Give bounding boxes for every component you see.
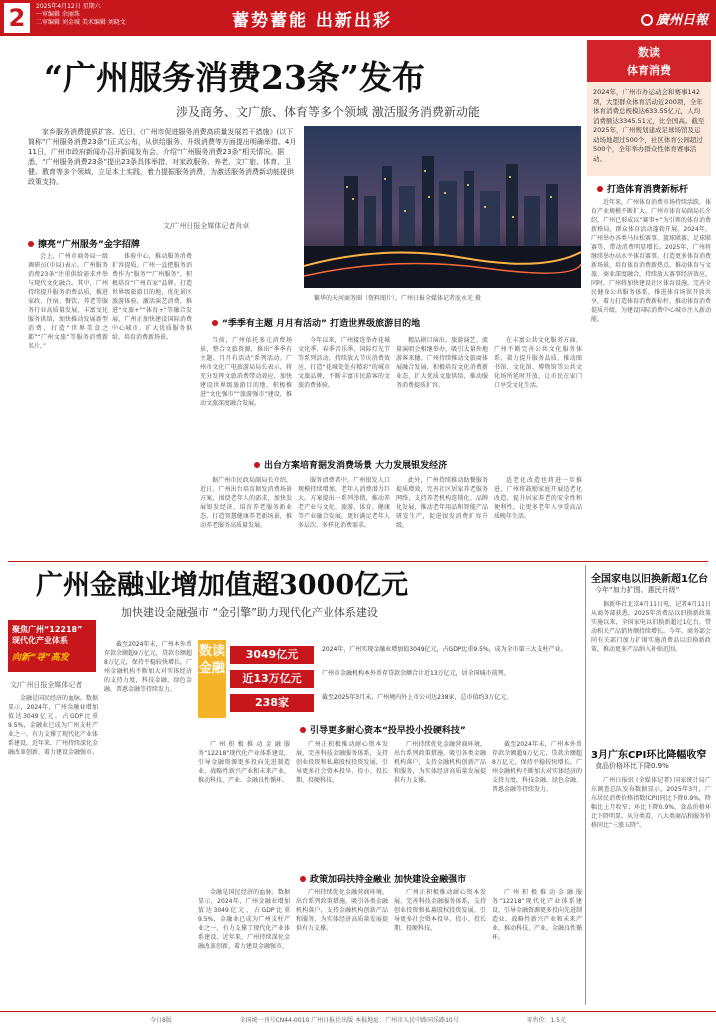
article2-col2 <box>104 640 192 1004</box>
article1b-col1 <box>200 336 292 446</box>
series-tag-line2: 现代化产业体系 <box>12 636 68 645</box>
article2-col4 <box>296 740 388 868</box>
article2-col5 <box>394 740 486 868</box>
series-tag <box>8 620 96 672</box>
article1b-col2 <box>298 336 390 446</box>
right-col1-text <box>591 198 711 558</box>
stat-value: 238家 <box>230 694 314 712</box>
article1-headline: “广州服务消费23条”发布 <box>44 58 425 97</box>
article1b-col7 <box>396 476 488 556</box>
paragraph: 当前，广州依托多元消费场景，整合文旅资源，推出“季季有主题、月月有活动”系列活动。广州市文化广电旅游局局长表示，将充分发挥文旅消费带动效应，加快建设世界级旅游目的地，积极推进“文化强市”“旅游强市”建设，推动文旅深度融合发展。 <box>200 337 292 407</box>
article2-byline: 文/广州日报全媒体记者 <box>10 681 83 689</box>
article1-col1 <box>28 252 108 558</box>
page-number: 2 <box>4 3 30 33</box>
paragraph: 精品剧目演出、旅游演艺、流量演唱会相继举办，吸引大量外地游客来穗。广州持续推动文旅商体展融合发展，积极培育文化消费新业态，扩大优质文旅供给，推动服务消费提质扩容。 <box>396 337 488 389</box>
cityscape-photo <box>304 126 581 288</box>
section-divider <box>8 561 708 562</box>
article2-col3b <box>492 740 582 868</box>
paragraph: 截至2024年末，广州本外币存款余额超9万亿元，贷款余额超8万亿元，保持平稳较快增长。广州金融机构不断加大对实体经济的支持力度，科技金融、绿色金融、普惠金融等持续发力。 <box>492 741 582 793</box>
article2-col6 <box>198 888 290 1004</box>
paragraph: 广州正积极推动耐心资本发展，完善科技金融服务体系，支持创业投资和私募股权投资发展，引导更多社会资本投早、投小、投长期、投硬科技。 <box>296 741 388 784</box>
stats-label: 数读金融 <box>198 640 226 718</box>
paragraph: 广州持续优化金融营商环境，出台系列政策措施，吸引各类金融机构落户，支持金融机构创新产品和服务，为实体经济高质量发展提供有力支撑。 <box>394 741 486 784</box>
paragraph: 服务清费者中，广州银发人口规模持续增加，老年人消费潜力巨大。方案提出一系列举措，推动养老产业与文化、旅游、体育、健康等产业融合发展，更好满足老年人多层次、多样化消费需求。 <box>298 477 390 529</box>
footer-right: 零售价：1.5元 <box>526 1017 566 1024</box>
paragraph: 广州持续优化金融营商环境，出台系列政策措施，吸引各类金融机构落户，支持金融机构创新产品和服务，为实体经济高质量发展提供有力支撑。 <box>296 889 388 932</box>
article1-subheadline: 涉及商务、文广旅、体育等多个领域 激活服务消费新动能 <box>176 105 480 119</box>
article1b-col4 <box>494 336 582 446</box>
article1-byline: 文/广州日报全媒体记者肖卓 <box>163 222 250 230</box>
page-footer <box>0 1011 716 1024</box>
paragraph: 近年来，广州体育消费市场持续活跃，体育产业规模不断扩大。广州市体育局副局长介绍，广州已形成以“赛事+”为引领的体育消费新格局，群众体育活动蓬勃开展。2024年，广州举办各类马拉松赛事、篮球联赛、足球联赛等，带动消费明显增长。2025年，广州将继续举办高水平体育赛事，打造更多体育消费新场景，培育体育消费新热点，推动体育与文旅、商业深度融合，持续放大赛事经济效应。同时，广州将加快建设社区体育设施，完善全民健身公共服务体系，推进体育场馆开放共享，着力打造体育消费新标杆，推动体育消费提质升级，为建设国际消费中心城市注入新动能。 <box>591 199 711 323</box>
section-title: 蓄势蓄能 出新出彩 <box>232 11 392 31</box>
news-brief-subtitle: 今年“加力扩围、惠民升级” <box>595 586 680 594</box>
article1b-col5 <box>200 476 292 556</box>
paragraph: 金融是国民经济的血脉。数据显示，2024年，广州金融业增加值达3049亿元，占GDP比重9.5%，金融业已成为广州支柱产业之一，有力支撑了现代化产业体系建设。近年来，广州持续深化金融改革创新，着力建设金融强市。 <box>8 695 98 756</box>
paragraph: 今年以来，广州接连举办花城文化季、春季音乐季、国际灯光节等系列活动，持续放大节庆消费效应，打造“花城处处有精彩”的城市文旅品牌，不断丰富市民游客的文旅消费体验。 <box>298 337 390 389</box>
header-meta-line: 二审编辑 刘金城 美术编辑 刘晓文 <box>36 19 126 26</box>
footer-left: 今日8版 <box>150 1017 172 1024</box>
news-brief-text <box>591 600 711 750</box>
paragraph: 体验中心，推动服务消费扩容提质。广州一直把服务消费作为“服务”“广州服务”，积极培育“广州首家”品牌。打造世界级旅游目的地，优化景区旅游体验，激活演艺消费，推进“文旅+”“体育+”等融合发展，广州正加快建设国际消费中心城市，扩大优质服务供给，培育消费新场景。 <box>112 253 192 341</box>
stat-description: 截至2025年3月末，广州境内外上市公司达238家，总市值约3万亿元。 <box>322 694 513 701</box>
paragraph: 截至2024年末，广州本外币存款余额超9万亿元，贷款余额超8万亿元，保持平稳较快增长。广州金融机构不断加大对实体经济的支持力度，科技金融、绿色金融、普惠金融等持续发力。 <box>104 641 192 693</box>
section-heading-tourism: “季季有主题 月月有活动” 打造世界级旅游目的地 <box>212 316 420 329</box>
section-heading-brand: 擦亮“广州服务”金字招牌 <box>28 237 140 250</box>
photo-caption: 繁华的天河商务圈（资料图片）。广州日报全媒体记者庞永光 摄 <box>314 295 481 302</box>
series-tag-line3: 向新“寻”高发 <box>12 653 69 663</box>
paragraph: 据广州市民政局副局长介绍，近日，广州出台培育据发消费场景方案，围绕老年人的需求，加快发展银发经济，培育养老服务新业态，打造智慧健康养老新场景，推动养老服务高质量发展。 <box>200 477 292 529</box>
paragraph: 金融是国民经济的血脉。数据显示，2024年，广州金融业增加值达3049亿元，占GDP比重9.5%，金融业已成为广州支柱产业之一，有力支撑了现代化产业体系建设。近年来，广州持续深化金融改革创新，着力建设金融强市。 <box>198 889 290 950</box>
sidebar-title-2: 体育消费 <box>587 62 711 82</box>
section-heading-sports: 打造体育消费新标杆 <box>597 182 688 195</box>
news-brief-title: 全国家电以旧换新超1亿台 <box>591 574 708 585</box>
paragraph: 适老化改造也将进一步推进，广州将鼓励家庭开展适老化改造，提升居家养老的安全性和便利性，让更多老年人享受高品质晚年生活。 <box>494 477 582 520</box>
article2-headline: 广州金融业增加值超3000亿元 <box>36 570 409 601</box>
finance-stats-box <box>198 640 584 718</box>
column-divider <box>585 565 586 1005</box>
masthead-logo <box>641 9 708 28</box>
paragraph: 在丰富公共文化服务方面，广州不断完善公共文化服务体系，着力提升服务品质，推动图书馆、文化馆、博物馆等公共文化场所延时开放，让市民在家门口享受文化生活。 <box>494 337 582 389</box>
stat-value: 3049亿元 <box>230 646 314 664</box>
article1-col2 <box>112 252 192 558</box>
paragraph: 此外，广州持续推动助餐服务提质增效，完善社区居家养老服务网络，支持养老机构连锁化、品牌化发展，推动老年用品和智能产品研发生产，促进银发消费扩容升级。 <box>396 477 488 529</box>
sidebar-text: 2024年，广州市办运动会和赛事142项，大型群众体育活动近200项，全年体育消费总规模达633.55亿元，人均消费额达3345.51元，比全国高。截至2025年，广州规划建成足球场馆及运动场地超过500个，社区体育公园超过500个，全年举办群众性体育赛事活动。 <box>593 88 705 163</box>
paragraph: 据新华社北京4月11日电，记者4月11日从商务部获悉，2025年消费品以旧换新政策实施以来，全国家电以旧换新超过1亿台，带动相关产品销售额持续增长。今年，商务部会同有关部门加力扩围实施消费品以旧换新政策，推动更多产品纳入补贴范围。 <box>591 601 711 653</box>
stat-row <box>230 644 584 666</box>
article2-subheadline: 加快建设金融强市 “金引擎”助力现代化产业体系建设 <box>121 606 378 619</box>
header-meta-line: 2025年4月12日 星期六 <box>36 3 101 10</box>
paragraph: 广州积极推动金融服务“12218”现代化产业体系建设，引导金融资源更多投向先进制造业、战略性新兴产业和未来产业，推动科技、产业、金融良性循环。 <box>492 889 582 941</box>
article2-col3 <box>198 740 290 868</box>
section-heading-policy: 政策加码扶持金融业 加快建设金融强市 <box>300 872 466 885</box>
news-brief2-subtitle: 食品价格环比下降0.9% <box>595 762 669 770</box>
stat-row <box>230 692 584 714</box>
header-meta-line: 一审编辑 余丽珠 <box>36 11 80 18</box>
section-heading-silver-economy: 出台方案培育据发消费场景 大力发展银发经济 <box>254 458 447 471</box>
paragraph: 广州积极推动金融服务“12218”现代化产业体系建设，引导金融资源更多投向先进制造业、战略性新兴产业和未来产业，推动科技、产业、金融良性循环。 <box>198 741 290 784</box>
skyline-illustration <box>304 126 581 288</box>
article1b-col8 <box>494 476 582 556</box>
sidebar-title-1: 数读 <box>587 40 711 62</box>
page-header <box>0 0 716 36</box>
sidebar-sports-stats <box>587 40 711 176</box>
header-meta <box>36 3 126 27</box>
logo-icon <box>641 14 653 26</box>
article2-col8 <box>394 888 486 1004</box>
stat-description: 2024年，广州实现金融业增加值3049亿元，占GDP比重9.5%，成为全市第三大支柱产业。 <box>322 646 567 653</box>
stat-value: 近13万亿元 <box>230 670 314 688</box>
article1-lead: 家乡服务消费提质扩容。近日，《广州市促进服务消费高质量发展若干措施》(以下简称“广州服务消费23条”)正式公布，从供给服务、升级消费等方面提出明确举措。4月11日，广州市政府新闻办召开新闻发布会，介绍“广州服务消费23条”相关情况。据悉，“广州服务消费23条”提出23条具体举措，对家政服务、养老、文广旅、体育、卫健、教育等多个领域，立足本土实践，着力提振服务消费，为激活服务消费新动能提供政策支持。 <box>28 128 297 186</box>
footer-center: 全国统一刊号CN44-0010 广州日报社出版 本报地址：广州市人民中路同乐路10号 <box>239 1017 459 1024</box>
paragraph: 会上，广州市商务局一级调研员(市局)表示，广州服务消费23条“注重供给需求并举与现代文化融合。其中，广州持续提升服务消费品质，推进家政、住宿、餐饮、养老等服务行业高质量发展，丰富文化服务供给，加快推动发展新型消费，打造“世界美食之都”“广州文旅”等服务消费新名片。” <box>28 253 108 350</box>
series-tag-line1: 聚焦广州“12218” <box>12 625 83 634</box>
news-brief2-title: 3月广东CPI环比降幅收窄 <box>591 750 707 761</box>
stat-description: 广州市金融机构本外币存贷款余额合计近13万亿元，居全国城市前列。 <box>322 670 510 677</box>
section-heading-patient-capital: 引导更多耐心资本“投早投小投硬科技” <box>300 723 466 736</box>
article2-col9 <box>492 888 582 1004</box>
article2-col7 <box>296 888 388 1004</box>
article1b-col3 <box>396 336 488 446</box>
stat-row <box>230 668 584 690</box>
logo-text: 廣州日報 <box>655 13 708 28</box>
article1b-col6 <box>298 476 390 556</box>
paragraph: 广州正积极推动耐心资本发展，完善科技金融服务体系，支持创业投资和私募股权投资发展，引导更多社会资本投早、投小、投长期、投硬科技。 <box>394 889 486 932</box>
paragraph: 广州日报讯 (全媒体记者) 国家统计局广东调查总队发布数据显示，2025年3月，广东居民消费价格指数(CPI)同比下降0.9%，降幅比上月收窄；环比下降0.9%，食品价格环比下降明显。从分类看，八大类商品和服务价格同比“三涨五降”。 <box>591 777 711 829</box>
news-brief2-text <box>591 776 711 1004</box>
article2-col1 <box>8 694 98 1004</box>
